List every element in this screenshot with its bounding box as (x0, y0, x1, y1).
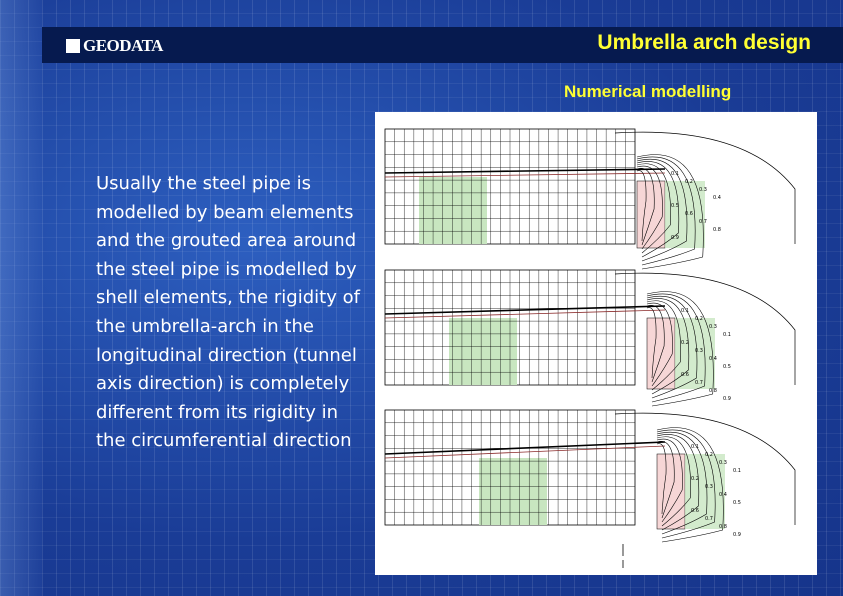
contour-label: 0.1 (681, 308, 689, 314)
numerical-model-figure (375, 112, 817, 575)
logo-text: GEODATA (83, 36, 163, 55)
shell-element-region (479, 458, 547, 525)
shell-element-region (419, 177, 487, 244)
contour-label: 0.5 (723, 364, 731, 370)
logo-square-icon (66, 39, 80, 53)
contour-label: 0.6 (691, 508, 699, 514)
body-paragraph: Usually the steel pipe is modelled by beam elements and the grouted area around the steel pipe is modelled by shell elements, the rigidity of the umbrella-arch in the longitudinal direction (tunnel axis direction) is completely different from its rigidity in the circumferential direction (96, 173, 360, 452)
excavation-region (647, 318, 675, 389)
contour-label: 0.8 (719, 524, 727, 530)
contour-label: 0.1 (723, 332, 731, 338)
shell-element-region (449, 318, 517, 385)
contour-label: 0.4 (709, 356, 717, 362)
contour-label: 0.7 (695, 380, 703, 386)
contour-label: 0.3 (695, 348, 703, 354)
contour-label: 0.6 (681, 372, 689, 378)
left-decorative-stripe (0, 0, 42, 596)
contour-label: 0.2 (695, 316, 703, 322)
model-figure-svg (375, 112, 817, 575)
excavation-region (637, 181, 665, 248)
contour-label: 0.8 (709, 388, 717, 394)
contour-label: 0.3 (719, 460, 727, 466)
contour-label: 0.1 (691, 444, 699, 450)
contour-label: 0.2 (685, 179, 693, 185)
contour-label: 0.7 (699, 219, 707, 225)
contour-label: 0.5 (671, 203, 679, 209)
contour-label: 0.3 (709, 324, 717, 330)
contour-label: 0.1 (671, 171, 679, 177)
contour-label: 0.7 (705, 516, 713, 522)
contour-label: 0.6 (685, 211, 693, 217)
contour-label: 0.2 (691, 476, 699, 482)
contour-label: 0.9 (723, 396, 731, 402)
contour-label: 0.8 (713, 227, 721, 233)
contour-label: 0.3 (705, 484, 713, 490)
contour-label: 0.1 (733, 468, 741, 474)
contour-label: 0.2 (705, 452, 713, 458)
contour-label: 0.9 (733, 532, 741, 538)
contour-label: 0.5 (733, 500, 741, 506)
contour-label: 0.9 (671, 235, 679, 241)
contour-label: 0.4 (719, 492, 727, 498)
slide-subtitle: Numerical modelling (564, 82, 732, 101)
contour-label: 0.2 (681, 340, 689, 346)
company-logo (66, 36, 163, 56)
contour-label: 0.3 (699, 187, 707, 193)
contour-label: 0.4 (713, 195, 721, 201)
slide-title: Umbrella arch design (597, 31, 811, 54)
